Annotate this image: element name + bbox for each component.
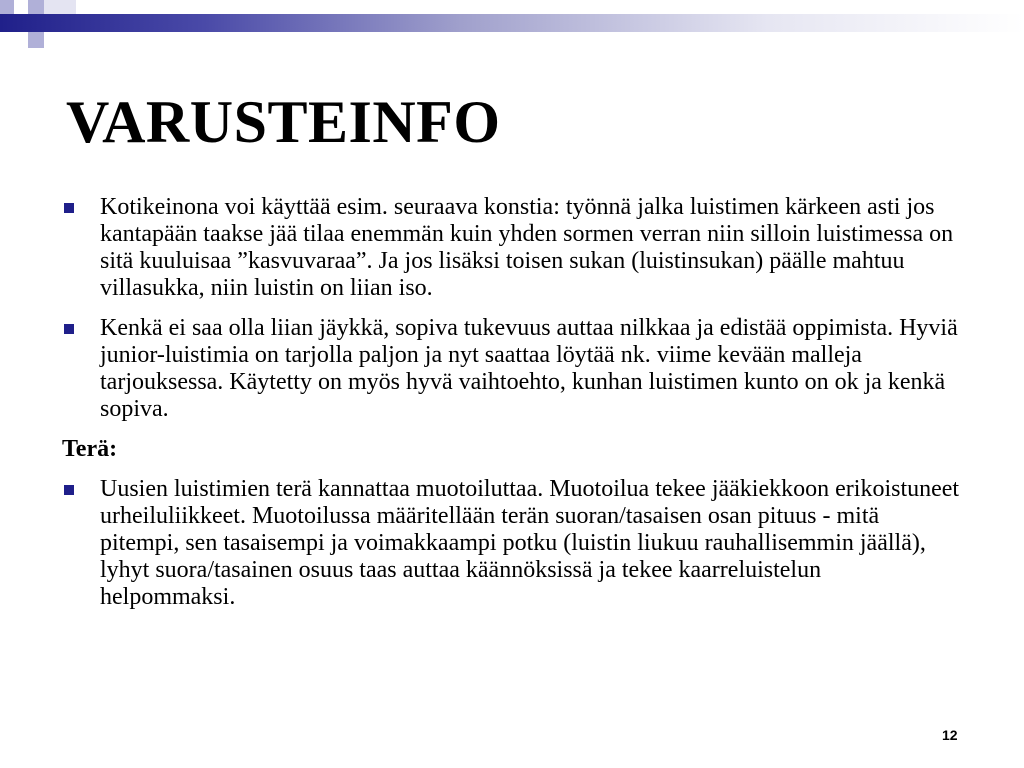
bullet-text: Uusien luistimien terä kannattaa muotoiluttaa. Muotoilua tekee jääkiekkoon erikoistuneet urheiluliikkeet. Muotoilussa määritellään terän suoran/tasaisen osan pituus - mitä pitempi, sen tasaisempi ja voimakkaampi potku (luistin liukuu rauhallisemmin jäällä), lyhyt suora/tasainen osuus taas auttaa käännöksissä ja tekee kaarreluistelun helpommaksi. (100, 476, 960, 610)
slide-title: VARUSTEINFO (66, 89, 501, 155)
header-gradient-bar (0, 14, 1024, 32)
page-number: 12 (942, 727, 958, 743)
bullet-item (62, 194, 962, 302)
bullet-item (62, 476, 962, 611)
deco-square (28, 0, 44, 14)
deco-square (28, 32, 44, 48)
section-heading: Terä: (62, 436, 118, 462)
deco-square (44, 0, 60, 14)
bullet-item (62, 315, 962, 423)
slide-content (62, 194, 962, 624)
deco-square (0, 0, 14, 14)
deco-square (60, 0, 76, 14)
bullet-square-icon (64, 203, 74, 213)
bullet-square-icon (64, 485, 74, 495)
bullet-text: Kotikeinona voi käyttää esim. seuraava konstia: työnnä jalka luistimen kärkeen asti jos kantapään taakse jää tilaa enemmän kuin yhden sormen verran niin silloin luistimessa on sitä kuuluisaa ”kasvuvaraa”. Ja jos lisäksi toisen sukan (luistinsukan) päälle mahtuu villasukka, niin luistin on liian iso. (100, 194, 954, 301)
bullet-square-icon (64, 324, 74, 334)
bullet-text: Kenkä ei saa olla liian jäykkä, sopiva tukevuus auttaa nilkkaa ja edistää oppimista. Hyviä junior-luistimia on tarjolla paljon ja nyt saattaa löytää nk. viime kevään malleja tarjouksessa. Käytetty on myös hyvä vaihtoehto, kunhan luistimen kunto on ok ja kenkä sopiva. (100, 315, 958, 422)
